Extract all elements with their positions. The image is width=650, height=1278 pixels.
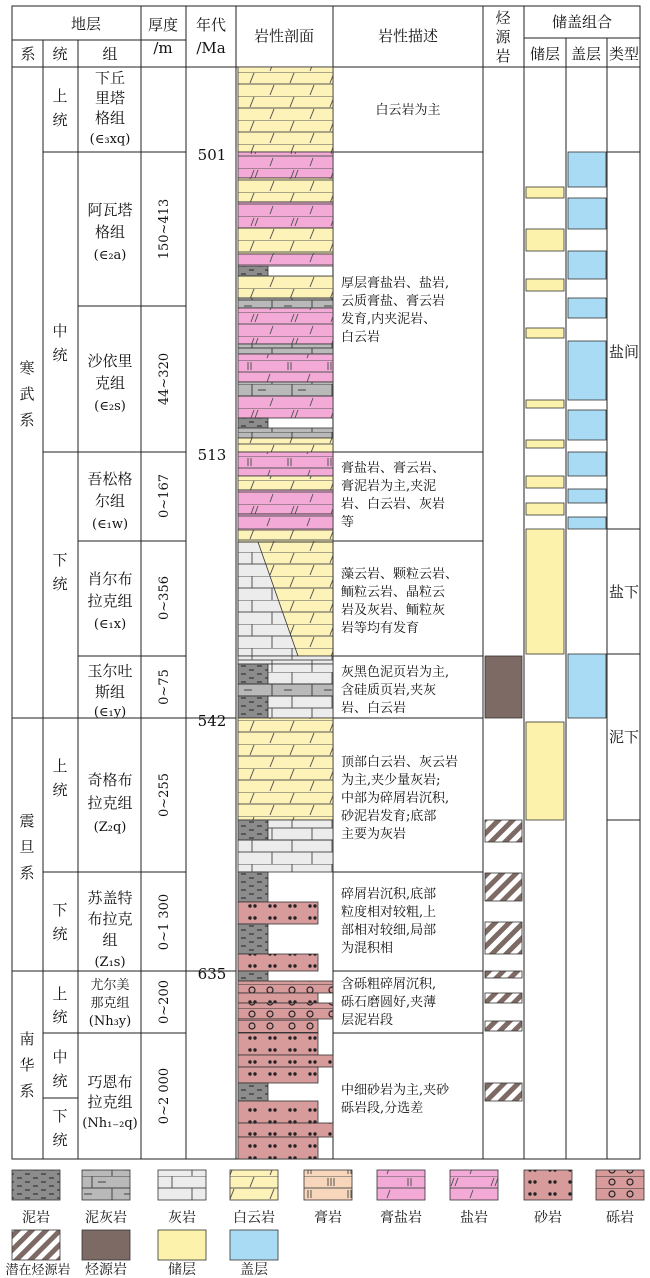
litho-mudstone [238,664,268,684]
litho-conglomerate [238,981,333,993]
legend-dolomite-swatch [230,1170,278,1200]
desc-6-line-2: 为主,夹少量灰岩; [341,773,441,788]
litho-gypsum-salt [238,514,333,530]
desc-7-line-3: 部相对较细,局部 [341,923,437,938]
legend-label-potential-source: 潜在烃源岩 [5,1263,71,1278]
formation-wsge-2: 尔组 [94,492,126,510]
thickness-yemn: 0~200 [157,980,172,1024]
age-513: 513 [197,446,227,464]
formation-column [82,69,138,1131]
litho-conglomerate [238,1003,333,1019]
desc-7-line-2: 粒度相对较粗,上 [341,905,437,920]
formation-yemn-code: (Nh₃y) [88,1014,132,1029]
litho-mudstone [238,820,268,840]
header-stratigraphy: 地层 [70,15,102,33]
legend-conglomerate-swatch [596,1170,644,1200]
formation-syl-2: 克组 [94,374,126,392]
formation-qebl-2: 拉克组 [87,1093,133,1111]
thickness-wsge: 0~167 [157,474,172,518]
legend-gypsum-salt-swatch [377,1170,425,1200]
desc-6-line-3: 中部为碎屑岩沉积, [341,791,450,806]
litho-sandstone [238,993,318,1003]
lithology-column [238,67,333,1159]
reservoir-block [526,529,564,654]
desc-5-line-1: 灰黑色泥页岩为主, [341,665,450,680]
reservoir-block [526,187,564,198]
header-system: 系 [20,45,36,63]
header-thickness-2: /m [153,39,173,57]
source-rock-column [485,656,522,1101]
cap-block [568,251,606,279]
type-sub-salt: 盐下 [608,583,640,601]
series-upper-nanhua-1: 上 [52,985,68,1003]
formation-syl-1: 沙依里 [87,352,133,370]
potential-source-block [485,820,522,842]
legend-marl-swatch [82,1170,130,1200]
formation-yets-code: (∈₁y) [93,705,127,720]
potential-source-block [485,922,522,954]
legend-label-gypsum-salt: 膏盐岩 [380,1210,422,1226]
desc-2-line-3: 发育,内夹泥岩、 [341,312,437,327]
system-cambrian-2: 武 [19,385,35,403]
cap-block [568,654,606,718]
formation-qgbl-2: 拉克组 [87,794,133,812]
litho-mudstone [238,696,268,718]
reservoir-block [526,440,564,448]
formation-xqlt-3: 格组 [94,109,126,127]
series-lower-cambrian-1: 下 [52,551,68,569]
system-sinian-3: 系 [19,864,35,882]
system-nanhua-3: 系 [19,1082,35,1100]
cap-block [568,152,606,187]
litho-dolomite [238,276,333,298]
litho-sandstone [238,1101,318,1123]
potential-source-block [485,1083,522,1101]
cap-block [568,198,606,229]
reservoir-block [526,400,564,408]
legend-source-rock-swatch [82,1230,130,1260]
litho-salt [238,490,333,514]
litho-sandstone [238,1055,333,1067]
series-upper-sinian-2: 统 [52,781,68,799]
litho-sandstone [238,954,318,971]
formation-sgtb-1: 苏盖特 [87,889,133,907]
desc-8-line-2: 砾石磨圆好,夹薄 [341,995,437,1010]
cap-block [568,489,606,503]
reservoir-block [526,503,564,515]
legend-label-salt: 盐岩 [460,1210,488,1226]
litho-limestone [268,820,333,840]
litho-sandstone [238,1067,318,1083]
litho-gypsum-salt [238,354,333,382]
thickness-sgtb: 0~1 300 [157,893,172,951]
header-cap: 盖层 [570,45,602,63]
series-upper-cambrian-2: 统 [52,111,68,129]
litho-dolomite [238,178,333,202]
litho-limestone [268,664,333,684]
legend-label-marl: 泥灰岩 [85,1210,127,1226]
legend-label-cap: 盖层 [240,1262,268,1278]
legend-label-mudstone: 泥岩 [22,1210,50,1226]
litho-conglomerate [238,1019,318,1033]
litho-salt [238,308,333,344]
type-inter-salt: 盐间 [608,343,640,361]
formation-xebl-1: 肖尔布 [87,570,133,588]
header-reservoir-cap: 储盖组合 [551,13,613,31]
litho-dolomite [238,228,333,254]
thickness-syl: 44~320 [157,352,172,406]
age-501: 501 [197,146,227,164]
thickness-xebl: 0~356 [157,576,172,620]
series-middle-cambrian-2: 统 [52,346,68,364]
litho-dolomite-upper [238,67,333,152]
formation-xebl-code: (∈₁x) [93,617,127,632]
desc-4-line-2: 鲕粒云岩、晶粒云 [341,585,446,600]
series-middle-cambrian-1: 中 [52,322,68,340]
type-sub-mud: 泥下 [608,728,640,746]
litho-mudstone [238,872,268,902]
reservoir-block [526,229,564,251]
desc-2-line-4: 白云岩 [341,330,381,345]
potential-source-block [485,873,522,901]
litho-mudstone [238,1083,268,1101]
series-lower-sinian-2: 统 [52,925,68,943]
description-column [341,102,458,1116]
series-middle-nanhua-2: 统 [52,1072,68,1090]
series-upper-cambrian-1: 上 [52,87,68,105]
series-middle-nanhua-1: 中 [52,1048,68,1066]
litho-sandstone [238,1137,318,1159]
header-formation: 组 [102,45,118,63]
series-column [52,87,67,1149]
source-rock-block [485,656,522,718]
header-source-rock-2: 源 [495,28,511,46]
formation-sgtb-2: 布拉克 [87,910,133,928]
header-age-1: 年代 [195,16,227,34]
desc-3-line-3: 岩、白云岩、灰岩 [341,497,446,512]
header-lithology-column: 岩性剖面 [253,27,315,45]
header-series: 统 [52,45,68,63]
system-column [19,359,34,1100]
header-source-rock-1: 烃 [495,9,511,27]
thickness-column [157,199,172,1124]
reservoir-block [526,476,564,488]
formation-qgbl-1: 奇格布 [87,771,133,789]
formation-xqlt-1: 下丘 [94,69,126,87]
system-sinian-1: 震 [19,812,35,830]
desc-6-line-1: 顶部白云岩、灰云岩 [341,755,459,770]
desc-2-line-1: 厚层膏盐岩、盐岩, [341,276,450,291]
formation-xqlt-code: (∈₃xq) [89,132,131,147]
desc-9-line-2: 砾岩段,分选差 [341,1101,424,1116]
header-lithology-description: 岩性描述 [377,27,439,45]
cap-block [568,298,606,318]
legend-reservoir-swatch [158,1230,206,1260]
cap-block [568,517,606,529]
litho-mudstone [238,418,268,428]
litho-mudstone [238,924,268,954]
reservoir-block [526,279,564,291]
reservoir-block [526,328,564,338]
desc-3-line-2: 膏泥岩为主,夹泥 [341,479,437,494]
desc-9-line-1: 中细砂岩为主,夹砂 [341,1083,450,1098]
formation-xebl-2: 拉克组 [87,592,133,610]
legend-limestone-swatch [158,1170,206,1200]
thickness-awtg: 150~413 [157,198,172,260]
desc-8-line-1: 含砾粗碎屑沉积, [341,977,437,992]
reservoir-column [526,187,564,820]
litho-limestone [238,656,333,664]
legend-mudstone-swatch [12,1170,60,1200]
desc-5-line-2: 含硅质页岩,夹灰 [341,683,437,698]
system-sinian-2: 旦 [19,838,35,856]
series-upper-sinian-1: 上 [52,757,68,775]
formation-yets-1: 玉尔吐 [87,662,133,680]
header-reservoir: 储层 [529,45,561,63]
system-cambrian-1: 寒 [19,359,35,377]
legend-label-limestone: 灰岩 [168,1210,196,1226]
litho-marl [238,298,333,308]
litho-gypsum-salt [238,452,333,476]
litho-marl [238,382,333,396]
legend-salt-swatch [450,1170,498,1200]
litho-dolomite [238,438,333,452]
formation-yemn-1: 尤尔美 [90,978,130,993]
litho-marl [238,344,333,354]
header-type: 类型 [608,45,640,63]
legend-label-dolomite: 白云岩 [233,1210,275,1226]
legend-gypsum-swatch [304,1170,352,1200]
litho-dolomite [238,530,333,542]
thickness-qgbl: 0~255 [157,773,172,817]
legend-cap-swatch [230,1230,278,1260]
series-upper-nanhua-2: 统 [52,1008,68,1026]
desc-6-line-4: 砂泥岩发育;底部 [341,809,437,824]
formation-wsge-1: 吾松格 [87,470,133,488]
formation-qgbl-code: (Z₂q) [93,820,127,835]
formation-sgtb-code: (Z₁s) [94,955,126,970]
litho-marl [238,684,333,696]
litho-sandstone [238,1123,333,1137]
cap-column [568,152,606,718]
desc-3-line-1: 膏盐岩、膏云岩、 [341,461,446,476]
desc-6-line-5: 主要为灰岩 [341,827,407,842]
litho-sandstone [238,1033,318,1055]
legend-label-conglomerate: 砾岩 [606,1210,634,1226]
system-nanhua-1: 南 [19,1030,35,1048]
desc-8-line-3: 层泥岩段 [341,1013,394,1028]
desc-7-line-1: 碎屑岩沉积,底部 [341,887,437,902]
legend-label-reservoir: 储层 [168,1262,196,1278]
legend-sandstone-swatch [524,1170,572,1200]
potential-source-block [485,1021,522,1031]
age-635: 635 [197,965,227,983]
formation-qebl-code: (Nh₁₋₂q) [82,1116,138,1131]
litho-mudstone [238,266,268,276]
litho-dolomite [238,476,333,490]
desc-4-line-3: 岩及灰岩、鲕粒灰 [341,603,446,618]
table-header [20,9,639,65]
legend-potential-source-swatch [12,1230,60,1260]
litho-limestone [238,840,333,872]
litho-marl [238,428,333,438]
series-lower-nanhua-1: 下 [52,1107,68,1125]
formation-awtg-code: (∈₂a) [93,248,127,263]
header-source-rock-3: 岩 [495,47,511,65]
formation-sgtb-3: 组 [102,931,118,949]
litho-salt [238,396,333,418]
formation-awtg-1: 阿瓦塔 [87,201,133,219]
type-column [609,343,639,746]
thickness-qebl: 0~2 000 [157,1067,172,1125]
potential-source-block [485,971,522,978]
legend-label-sandstone: 砂岩 [534,1210,562,1226]
series-lower-nanhua-2: 统 [52,1131,68,1149]
desc-4-line-1: 藻云岩、颗粒云岩、 [341,567,459,582]
litho-salt [238,254,333,266]
potential-source-block [485,993,522,1003]
litho-dolomite-sinian [238,718,333,820]
formation-wsge-code: (∈₁w) [91,517,129,532]
desc-2-line-2: 云质膏盐、膏云岩 [341,294,446,309]
cap-block [568,341,606,400]
formation-xqlt-2: 里塔 [94,89,126,107]
series-lower-sinian-1: 下 [52,901,68,919]
litho-mudstone [238,971,268,981]
formation-qebl-1: 巧恩布 [87,1073,133,1091]
age-column [198,146,227,983]
system-cambrian-3: 系 [19,411,35,429]
litho-limestone [268,696,333,718]
litho-salt [238,202,333,228]
formation-syl-code: (∈₂s) [94,399,126,414]
desc-5-line-3: 岩、白云岩 [341,701,407,716]
header-thickness-1: 厚度 [147,16,179,34]
reservoir-block [526,722,564,820]
series-lower-cambrian-2: 统 [52,575,68,593]
litho-salt [238,152,333,178]
cap-block [568,452,606,476]
thickness-yets: 0~75 [157,669,172,705]
system-nanhua-2: 华 [19,1056,35,1074]
desc-7-line-4: 为混积相 [341,941,394,956]
age-542: 542 [197,712,227,730]
litho-sandstone [238,902,318,924]
cap-block [568,410,606,440]
legend-label-source-rock: 烃源岩 [85,1262,127,1278]
formation-yemn-2: 那克组 [90,996,130,1011]
formation-awtg-2: 格组 [94,223,126,241]
formation-yets-2: 斯组 [94,683,126,701]
header-age-2: /Ma [196,39,226,57]
desc-3-line-4: 等 [341,515,355,530]
desc-1-line-1: 白云岩为主 [375,103,441,118]
desc-4-line-4: 岩等均有发育 [341,621,420,636]
legend-label-gypsum: 膏岩 [314,1210,342,1226]
